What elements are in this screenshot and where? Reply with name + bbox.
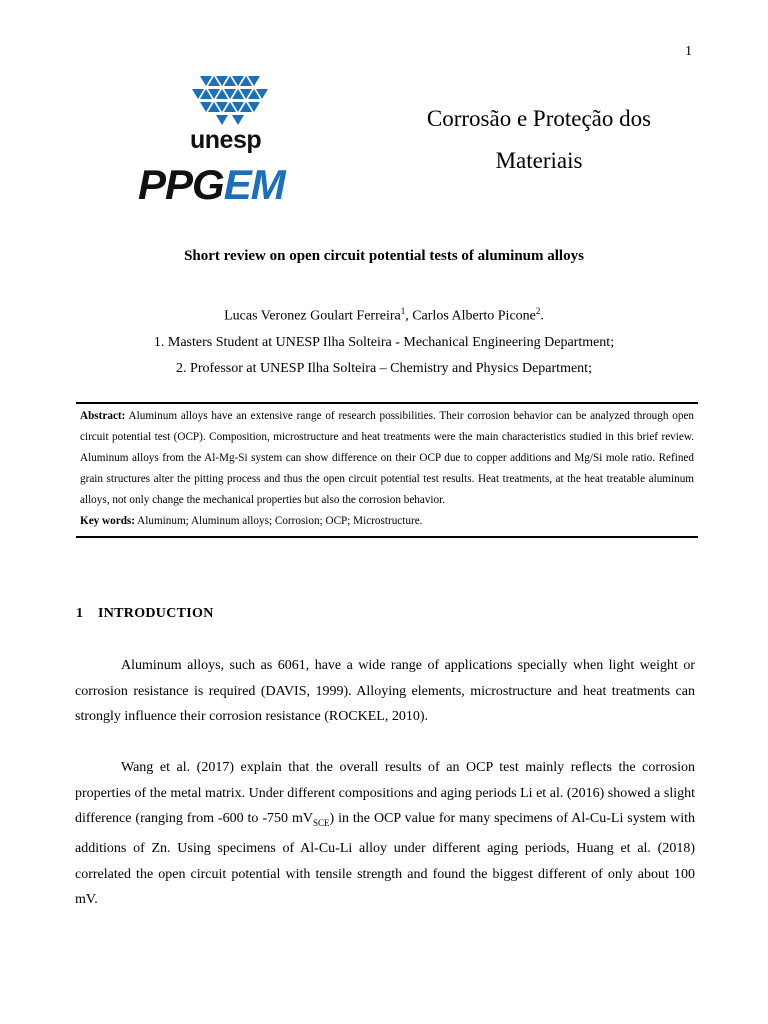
page-number: 1	[685, 44, 692, 59]
abstract-label: Abstract:	[80, 410, 126, 422]
intro-paragraph-1: Aluminum alloys, such as 6061, have a wide range of applications specially when light weight or corrosion resistance is required (DAVIS, 1999). Alloying elements, microstructure and heat treatments can strongly influence their corrosion resistance (ROCKEL, 2010).	[75, 658, 695, 724]
affiliation-2: 2. Professor at UNESP Ilha Solteira – Chemistry and Physics Department;	[176, 360, 592, 376]
abstract-text: Aluminum alloys have an extensive range of research possibilities. Their corrosion behavior can be analyzed through open circuit potential test (OCP). Composition, microstructure and heat treatments were the main characteristics studied in this brief review. Aluminum alloys from the Al-Mg-Si system can show difference on their OCP due to copper additions and Mg/Si mole ratio. Refined grain structures alter the pitting process and thus the open circuit potential test results. Heat treatments, at the heat treatable aluminum alloys, not only change the mechanical properties but also the corrosion behavior.	[80, 410, 694, 506]
author-2: Carlos Alberto Picone	[412, 308, 536, 324]
logo-ppg: PPG	[138, 161, 224, 208]
intro-paragraph-2	[75, 755, 695, 913]
section-heading	[76, 606, 214, 622]
keywords-paragraph	[80, 511, 694, 532]
course-title-line2: Materiais	[495, 148, 583, 173]
course-title-line1: Corrosão e Proteção dos	[426, 106, 652, 131]
logo-unesp-text: unesp	[190, 126, 262, 154]
keywords-text: Aluminum; Aluminum alloys; Corrosion; OCP; Microstructure.	[135, 515, 423, 527]
author-end: .	[540, 308, 544, 324]
author-line	[60, 298, 708, 330]
p2-text-after: ) in the OCP value for many specimens of Al-Cu-Li system with additions of Zn. Using specimens of Al-Cu-Li alloy under different aging periods, Huang et al. (2018) correlated the open circuit potential with tensile strength and found the biggest different of only about 100 mV.	[75, 811, 695, 908]
author-1: Lucas Veronez Goulart Ferreira	[224, 308, 401, 324]
keywords-label: Key words:	[80, 515, 135, 527]
author-separator: ,	[405, 308, 413, 324]
logo-em: EM	[223, 161, 285, 208]
course-title	[384, 98, 694, 182]
abstract-box	[76, 402, 698, 538]
section-number: 1	[76, 606, 84, 621]
unesp-triangles-icon	[186, 74, 270, 126]
logo-ppgem-text	[138, 161, 285, 208]
author-1-sup: 1	[400, 306, 406, 316]
affiliation-1: 1. Masters Student at UNESP Ilha Solteira - Mechanical Engineering Department;	[153, 334, 615, 350]
p2-text-before: Wang et al. (2017) explain that the overall results of an OCP test mainly reflects the corrosion properties of the metal matrix. Under different compositions and aging periods Li et al. (2016) showed a slight difference (ranging from -600 to -750 mV	[75, 760, 695, 826]
unesp-ppgem-logo	[138, 74, 318, 214]
abstract-paragraph	[80, 406, 694, 511]
paper-title: Short review on open circuit potential tests of aluminum alloys	[184, 248, 584, 264]
p2-subscript: SCE	[312, 817, 330, 828]
authors-block	[60, 298, 708, 382]
author-2-sup: 2	[535, 306, 541, 316]
section-title: INTRODUCTION	[98, 606, 214, 621]
